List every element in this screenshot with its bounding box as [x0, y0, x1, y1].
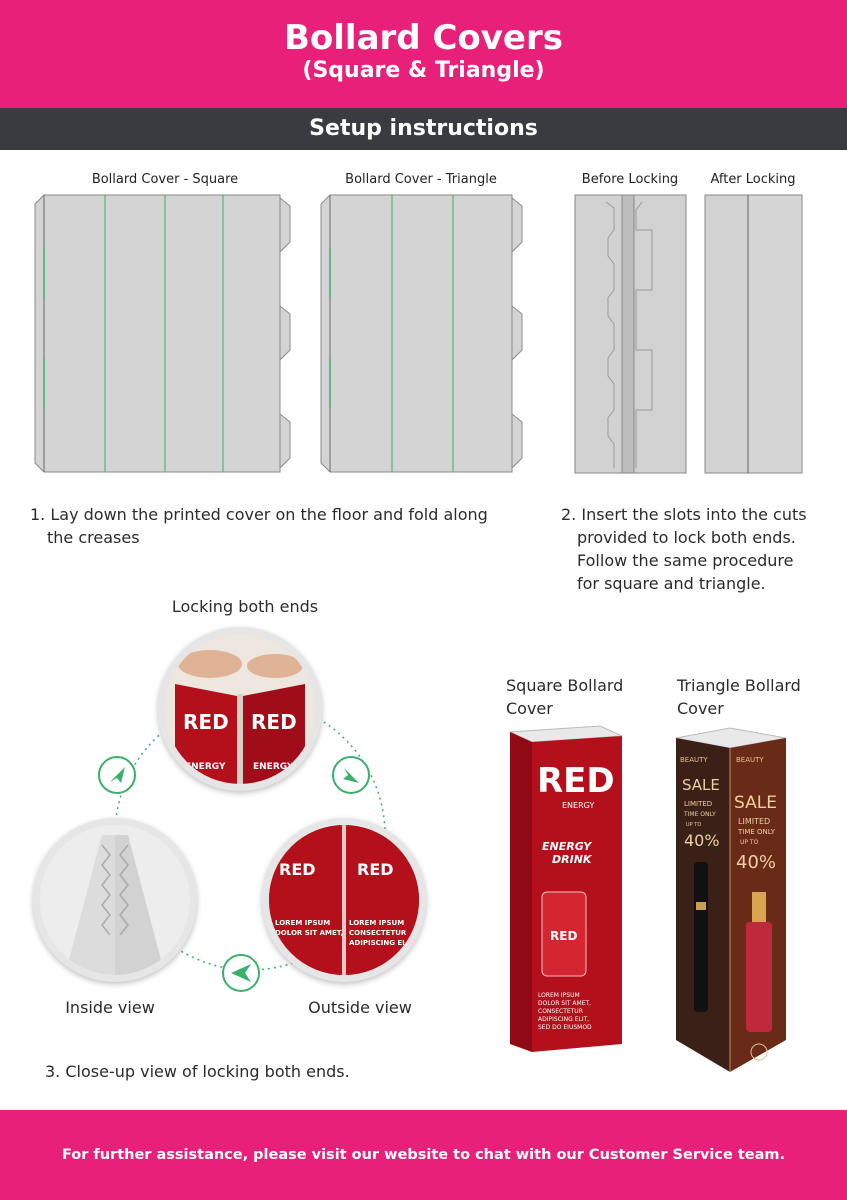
sale-right: SALE — [734, 793, 777, 813]
step-2-line-3: Follow the same procedure — [577, 551, 794, 570]
outside-red-left: RED — [279, 860, 316, 879]
square-lorem-5: SED DO EIUSMOD — [538, 1024, 592, 1031]
closeup-red-left: RED — [183, 710, 229, 734]
inside-view-image — [33, 818, 197, 982]
page-title: Bollard Covers — [283, 18, 563, 58]
upto-right: UP TO — [740, 839, 759, 846]
inside-view-label: Inside view — [65, 998, 155, 1017]
limited-left: LIMITED — [684, 800, 713, 808]
section-bar: Setup instructions — [0, 108, 847, 150]
outside-lorem-3: LOREM IPSUM — [349, 919, 405, 927]
step-2-line-2: provided to lock both ends. — [577, 528, 796, 547]
square-energy: ENERGY — [542, 840, 592, 853]
arrow-down-right-icon — [332, 756, 370, 794]
beauty-right: BEAUTY — [736, 756, 764, 764]
square-cover-diagram — [30, 188, 300, 478]
closeup-energy-right: ENERGY — [253, 762, 294, 772]
percent-right: 40% — [736, 852, 777, 873]
square-lorem-1: LOREM IPSUM — [538, 992, 580, 999]
arrow-up-right-icon — [98, 756, 136, 794]
before-locking-label: Before Locking — [581, 172, 679, 187]
square-lorem-4: ADIPISCING ELIT, — [538, 1016, 590, 1023]
triangle-cover-label: Bollard Cover - Triangle — [345, 172, 497, 187]
step-2-line-4: for square and triangle. — [577, 574, 766, 593]
step-3: 3. Close-up view of locking both ends. — [45, 1062, 350, 1081]
step-1-line-1: 1. Lay down the printed cover on the floor and fold along — [30, 505, 488, 524]
time-only-right: TIME ONLY — [738, 828, 776, 836]
outside-lorem-4: CONSECTETUR — [349, 929, 407, 937]
step-2 — [561, 503, 831, 595]
arrow-left-icon — [222, 954, 260, 992]
after-locking-diagram — [702, 190, 806, 478]
outside-view-label: Outside view — [308, 998, 412, 1017]
upto-left: UP TO — [686, 822, 702, 828]
before-locking-diagram — [572, 190, 690, 478]
square-bollard-label-line-2: Cover — [506, 699, 553, 718]
outside-lorem-5: ADIPISCING ELIT, — [349, 939, 416, 947]
square-cover-label: Bollard Cover - Square — [91, 172, 239, 187]
after-locking-label: After Locking — [710, 172, 796, 187]
step-2-line-1: 2. Insert the slots into the cuts — [561, 505, 807, 524]
outside-red-right: RED — [357, 860, 394, 879]
triangle-cover-diagram — [316, 188, 531, 478]
square-red-logo: RED — [537, 761, 615, 801]
closeup-energy-left: ENERGY — [185, 762, 226, 772]
locking-both-ends-label: Locking both ends — [171, 597, 319, 616]
footer-banner: For further assistance, please visit our website to chat with our Customer Service team. — [0, 1110, 847, 1200]
square-drink: DRINK — [552, 853, 592, 866]
limited-right: LIMITED — [738, 817, 771, 826]
beauty-left: BEAUTY — [680, 756, 708, 764]
square-bollard-label — [506, 674, 656, 720]
locking-closeup-image — [158, 627, 322, 791]
square-red-sub: ENERGY — [562, 801, 595, 810]
triangle-bollard-label-line-1: Triangle Bollard — [677, 676, 801, 695]
sale-left: SALE — [682, 776, 720, 794]
page-subtitle: (Square & Triangle) — [302, 58, 545, 83]
triangle-bollard-label — [677, 674, 827, 720]
triangle-bollard-image — [670, 722, 800, 1082]
triangle-bollard-label-line-2: Cover — [677, 699, 724, 718]
outside-lorem-2: DOLOR SIT AMET, — [275, 929, 344, 937]
step-1-line-2: the creases — [47, 528, 140, 547]
square-bollard-label-line-1: Square Bollard — [506, 676, 624, 695]
closeup-red-right: RED — [251, 710, 297, 734]
outside-lorem-1: LOREM IPSUM — [275, 919, 331, 927]
outside-view-image — [262, 818, 426, 982]
step-1 — [30, 503, 530, 549]
time-only-left: TIME ONLY — [684, 811, 716, 818]
percent-left: 40% — [684, 831, 720, 850]
square-lorem-3: CONSECTETUR — [538, 1008, 583, 1015]
square-lorem-2: DOLOR SIT AMET, — [538, 1000, 592, 1007]
page-header — [0, 0, 847, 108]
square-bollard-image — [500, 722, 630, 1062]
square-can-logo: RED — [550, 929, 578, 943]
